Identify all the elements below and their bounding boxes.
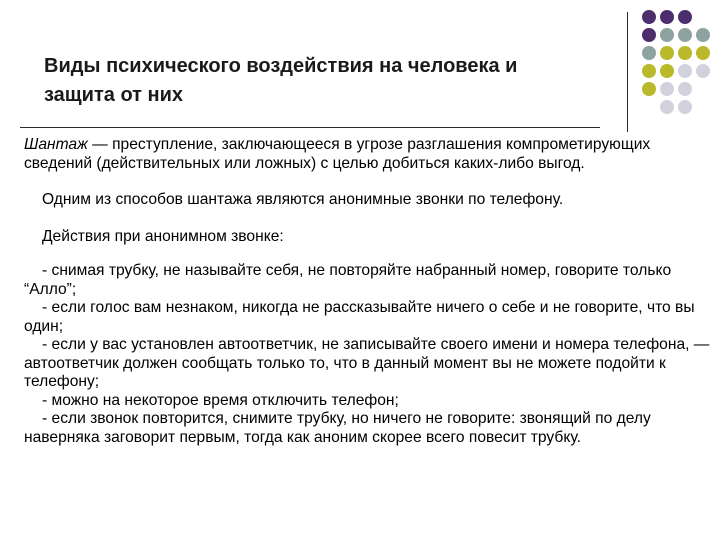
decorative-dot: [678, 100, 692, 114]
decorative-dot: [642, 28, 656, 42]
decorative-dot: [678, 46, 692, 60]
definition-term: Шантаж: [24, 136, 88, 153]
list-item: - можно на некоторое время отключить телефон;: [42, 391, 399, 409]
definition-text: — преступление, заключающееся в угрозе разглашения компрометирующих сведений (действительных или ложных) с целью добиться каких-либо выгод.: [24, 136, 651, 172]
decorative-dot-grid: [642, 10, 720, 120]
decorative-dot: [678, 64, 692, 78]
list-item: - если звонок повторится, снимите трубку, но ничего не говорите: звонящий по делу наверняка заговорит первым, тогда как аноним скорее всего повесит трубку.: [24, 410, 651, 446]
decorative-dot: [642, 10, 656, 24]
definition-paragraph: [24, 136, 714, 173]
actions-list: [24, 262, 714, 447]
decorative-dot: [642, 82, 656, 96]
list-item: - снимая трубку, не называйте себя, не повторяйте набранный номер, говорите только “Алло”;: [24, 262, 672, 298]
paragraph-anonymous-calls: Одним из способов шантажа являются анонимные звонки по телефону.: [42, 191, 564, 208]
slide-title-line-2: защита от них: [44, 84, 184, 106]
slide-title: [44, 52, 624, 110]
decorative-dot: [660, 64, 674, 78]
decorative-dot: [660, 28, 674, 42]
decorative-dot: [660, 82, 674, 96]
decorative-dot: [696, 64, 710, 78]
decorative-dot: [696, 28, 710, 42]
horizontal-divider: [20, 127, 600, 128]
decorative-dot: [660, 10, 674, 24]
decorative-dot: [642, 64, 656, 78]
decorative-dot: [660, 46, 674, 60]
decorative-dot: [642, 46, 656, 60]
decorative-dot: [678, 10, 692, 24]
slide-body: [24, 136, 714, 447]
vertical-divider: [627, 12, 628, 132]
decorative-dot: [678, 28, 692, 42]
slide-title-line-1: Виды психического воздействия на человека и: [44, 55, 518, 77]
decorative-dot: [696, 46, 710, 60]
list-item: - если голос вам незнаком, никогда не рассказывайте ничего о себе и не говорите, что вы один;: [24, 299, 695, 335]
decorative-dot: [678, 82, 692, 96]
paragraph-actions-heading: Действия при анонимном звонке:: [42, 227, 284, 245]
list-item: - если у вас установлен автоответчик, не записывайте своего имени и номера телефона, — автоответчик должен сообщать только то, что в данный момент вы не можете подойти к телефону;: [24, 336, 710, 390]
decorative-dot: [660, 100, 674, 114]
